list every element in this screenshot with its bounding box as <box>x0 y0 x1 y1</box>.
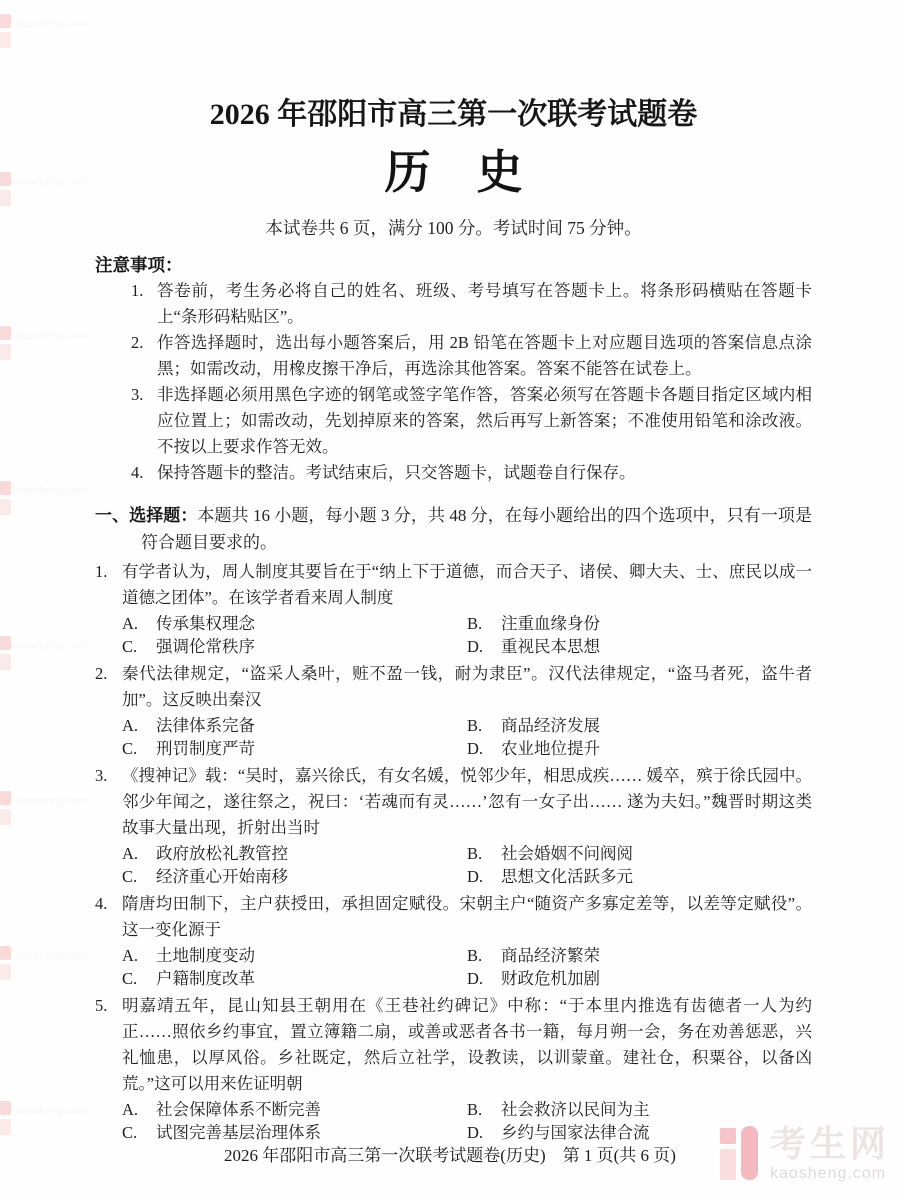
notice-item-number: 2. <box>131 333 144 352</box>
option-label: B. <box>467 1100 483 1119</box>
question-stem: 明嘉靖五年，昆山知县王朝用在《王巷社约碑记》中称：“于本里内推选有齿德者一人为约正……照依乡约事宜，置立簿籍二扇，或善或恶者各书一籍，每月朔一会，务在劝善惩恶，兴礼恤患，以厚风俗。乡社既定，然后立社学，设教读，以训蒙童。建社仓，积粟谷，以备凶荒。”这可以用来佐证明朝 <box>122 996 812 1093</box>
question-body <box>122 559 812 658</box>
question-options <box>122 612 812 658</box>
question-body <box>122 661 812 760</box>
question-options <box>122 944 812 990</box>
question-options <box>122 714 812 760</box>
notice-item <box>131 460 812 486</box>
option-text: 社会保障体系不断完善 <box>156 1100 321 1119</box>
option-text: 刑罚制度严苛 <box>156 739 255 758</box>
option-label: A. <box>122 844 139 863</box>
option-label: C. <box>122 1123 138 1142</box>
option-text: 试图完善基层治理体系 <box>156 1123 321 1142</box>
question-2 <box>95 661 812 760</box>
option-label: D. <box>467 969 484 988</box>
question-5 <box>95 993 812 1144</box>
option-b <box>467 714 812 737</box>
option-label: D. <box>467 867 484 886</box>
option-c <box>122 737 467 760</box>
option-label: D. <box>467 739 484 758</box>
notice-item-text: 非选择题必须用黑色字迹的钢笔或签字笔作答，答案必须写在答题卡各题目指定区域内相应位置上；如需改动，先划掉原来的答案，然后再写上新答案；不准使用铅笔和涂改液。不按以上要求作答无效。 <box>157 385 812 456</box>
option-text: 法律体系完备 <box>156 716 255 735</box>
edge-watermark-icon: kaosheng.com <box>0 942 150 984</box>
option-text: 商品经济发展 <box>501 716 600 735</box>
notice-item-number: 3. <box>131 385 144 404</box>
option-text: 社会婚姻不问阀阅 <box>501 844 633 863</box>
option-label: A. <box>122 614 139 633</box>
option-text: 商品经济繁荣 <box>501 946 600 965</box>
question-body <box>122 891 812 990</box>
option-label: A. <box>122 946 139 965</box>
question-3 <box>95 763 812 888</box>
page-footer: 2026 年邵阳市高三第一次联考试题卷(历史) 第 1 页(共 6 页) <box>224 1146 676 1165</box>
question-options <box>122 1098 812 1144</box>
option-label: D. <box>467 637 484 656</box>
section-header <box>95 502 812 556</box>
option-text: 重视民本思想 <box>501 637 600 656</box>
question-body <box>122 763 812 888</box>
option-d <box>467 865 812 888</box>
notice-item <box>131 278 812 330</box>
edge-watermark-icon: kaosheng.com <box>0 477 150 519</box>
option-text: 政府放松礼教管控 <box>156 844 288 863</box>
option-label: D. <box>467 1123 484 1142</box>
option-text: 土地制度变动 <box>156 946 255 965</box>
option-c <box>122 1121 467 1144</box>
edge-watermark-icon: kaosheng.com <box>0 787 150 829</box>
option-label: C. <box>122 637 138 656</box>
option-a <box>122 1098 467 1121</box>
option-text: 经济重心开始南移 <box>156 867 288 886</box>
question-number: 2. <box>95 664 108 683</box>
section-description: 本题共 16 小题，每小题 3 分，共 48 分，在每小题给出的四个选项中，只有一项是符合题目要求的。 <box>141 506 813 552</box>
option-c <box>122 967 467 990</box>
option-label: B. <box>467 844 483 863</box>
option-b <box>467 842 812 865</box>
notice-heading: 注意事项： <box>95 255 183 275</box>
section-label: 一、选择题： <box>95 506 198 525</box>
option-label: B. <box>467 614 483 633</box>
edge-watermark-icon: kaosheng.com <box>0 10 150 52</box>
question-stem: 秦代法律规定，“盗采人桑叶，赃不盈一钱，耐为隶臣”。汉代法律规定，“盗马者死，盗牛者加”。这反映出秦汉 <box>122 664 812 709</box>
question-options <box>122 842 812 888</box>
option-text: 传承集权理念 <box>156 614 255 633</box>
option-d <box>467 635 812 658</box>
option-label: B. <box>467 716 483 735</box>
option-c <box>122 635 467 658</box>
subject-title: 历 史 <box>384 147 523 198</box>
notice-item-number: 4. <box>131 463 144 482</box>
option-text: 农业地位提升 <box>501 739 600 758</box>
question-number: 1. <box>95 562 108 581</box>
option-label: C. <box>122 739 138 758</box>
question-stem: 隋唐均田制下，主户获授田，承担固定赋役。宋朝主户“随资产多寡定差等，以差等定赋役”。这一变化源于 <box>122 894 812 939</box>
option-text: 乡约与国家法律合流 <box>501 1123 650 1142</box>
notice-item-text: 答卷前，考生务必将自己的姓名、班级、考号填写在答题卡上。将条形码横贴在答题卡上“条形码粘贴区”。 <box>157 281 812 326</box>
option-text: 财政危机加剧 <box>501 969 600 988</box>
option-a <box>122 944 467 967</box>
question-stem: 《搜神记》载：“吴时，嘉兴徐氏，有女名媛，悦邻少年，相思成疾…… 媛卒，殡于徐氏园中。邻少年闻之，遂往祭之，祝曰：‘若魂而有灵……’忽有一女子出…… 遂为夫妇。”魏晋时期这类故事大量出现，折射出当时 <box>122 766 812 837</box>
question-stem: 有学者认为，周人制度其要旨在于“纳上下于道德，而合天子、诸侯、卿大夫、士、庶民以成一道德之团体”。在该学者看来周人制度 <box>122 562 812 607</box>
option-a <box>122 842 467 865</box>
notice-item-number: 1. <box>131 281 144 300</box>
option-a <box>122 714 467 737</box>
option-b <box>467 944 812 967</box>
kaosheng-brand-name: 考生网 <box>769 1123 890 1164</box>
option-text: 强调伦常秩序 <box>156 637 255 656</box>
option-label: C. <box>122 867 138 886</box>
option-label: B. <box>467 946 483 965</box>
question-number: 3. <box>95 766 108 785</box>
exam-info-line: 本试卷共 6 页，满分 100 分。考试时间 75 分钟。 <box>265 218 642 238</box>
notice-item-text: 保持答题卡的整洁。考试结束后，只交答题卡，试题卷自行保存。 <box>157 463 636 482</box>
question-body <box>122 993 812 1144</box>
option-text: 思想文化活跃多元 <box>501 867 633 886</box>
notice-item <box>131 382 812 460</box>
edge-watermark-icon: kaosheng.com <box>0 322 150 364</box>
question-number: 4. <box>95 894 108 913</box>
notice-item-text: 作答选择题时，选出每小题答案后，用 2B 铅笔在答题卡上对应题目选项的答案信息点涂黑；如需改动，用橡皮擦干净后，再选涂其他答案。答案不能答在试卷上。 <box>157 333 812 378</box>
option-d <box>467 1121 812 1144</box>
notice-item <box>131 330 812 382</box>
option-a <box>122 612 467 635</box>
option-d <box>467 967 812 990</box>
option-text: 注重血缘身份 <box>501 614 600 633</box>
question-1 <box>95 559 812 658</box>
option-text: 户籍制度改革 <box>156 969 255 988</box>
option-label: A. <box>122 1100 139 1119</box>
exam-title: 2026 年邵阳市高三第一次联考试题卷 <box>209 98 698 131</box>
question-number: 5. <box>95 996 108 1015</box>
option-d <box>467 737 812 760</box>
option-label: C. <box>122 969 138 988</box>
edge-watermark-icon: kaosheng.com <box>0 632 150 674</box>
option-b <box>467 612 812 635</box>
edge-watermark-icon: kaosheng.com <box>0 168 150 210</box>
option-c <box>122 865 467 888</box>
edge-watermark-icon: kaosheng.com <box>0 1097 150 1139</box>
option-label: A. <box>122 716 139 735</box>
kaosheng-domain: kaosheng.com <box>769 1165 887 1182</box>
option-b <box>467 1098 812 1121</box>
option-text: 社会救济以民间为主 <box>501 1100 650 1119</box>
question-4 <box>95 891 812 990</box>
